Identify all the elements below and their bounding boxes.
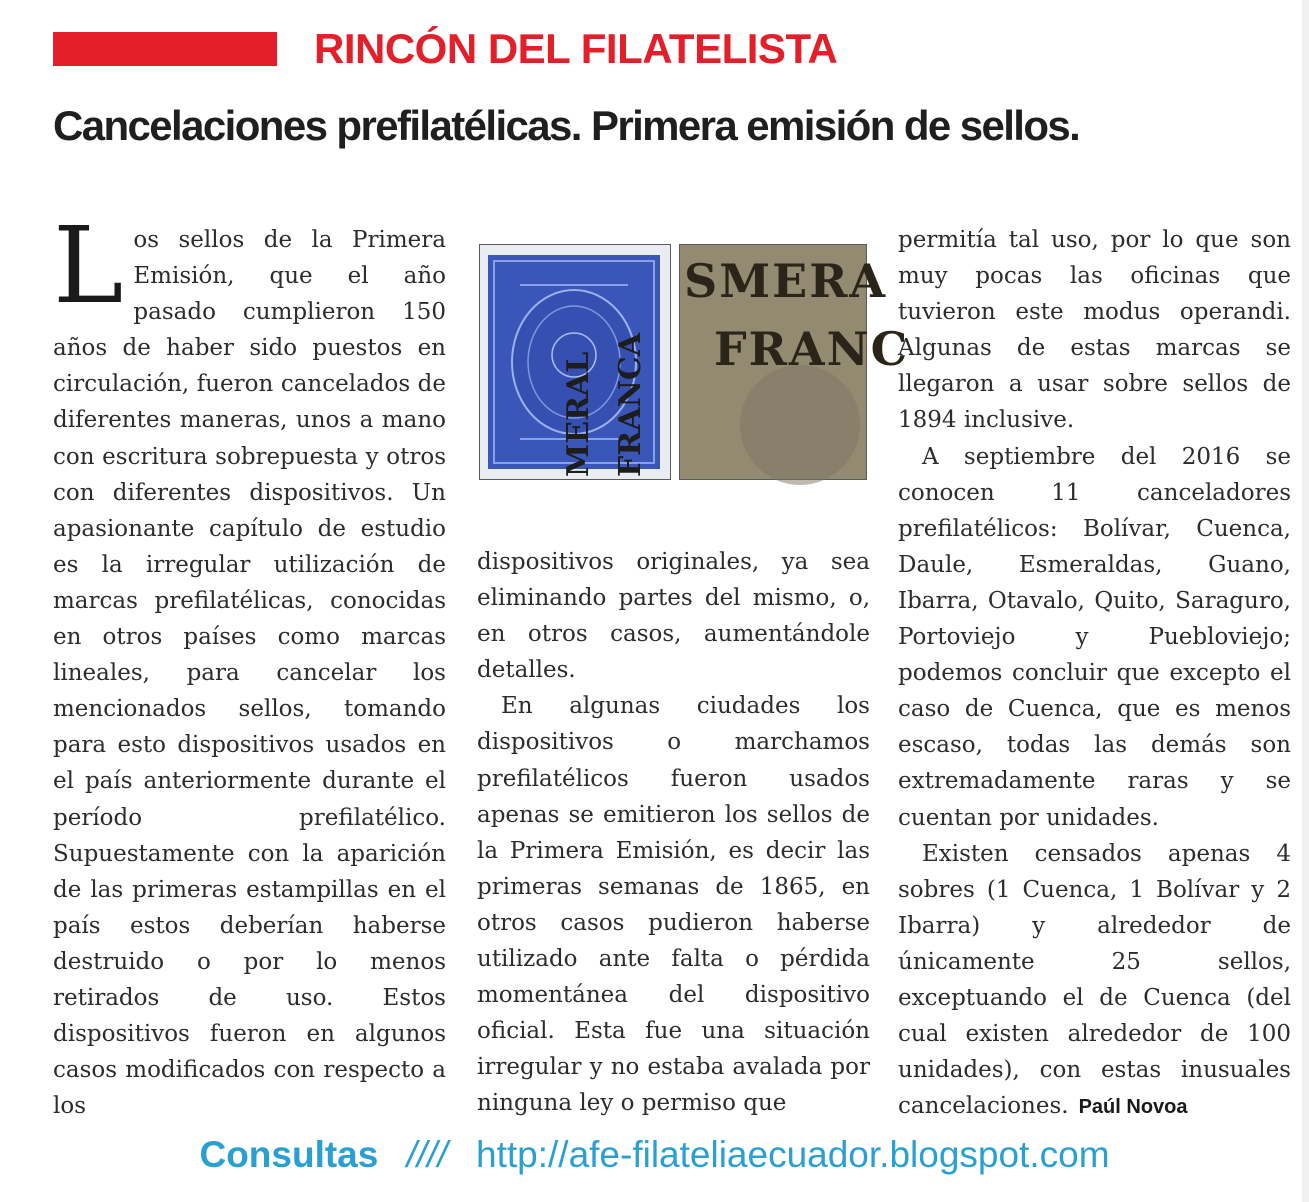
section-title: RINCÓN DEL FILATELISTA xyxy=(314,25,838,72)
column-3-paragraph-2: A septiembre del 2016 se conocen 11 canceladores prefilatélicos: Bolívar, Cuenca, Daule, Esmeraldas, Guano, Ibarra, Otavalo, Quito, Saraguro, Portoviejo y Puebloviejo; podemos concluir que excepto el caso de Cuenca, que es menos escaso, todas las demás son extremadamente raras y se cuentan por unidades. xyxy=(898,443,1291,831)
footer-separator: //// xyxy=(406,1134,448,1175)
detail-line-2: FRANC xyxy=(714,322,910,376)
footer-label: Consultas xyxy=(199,1134,379,1175)
section-accent-bar xyxy=(53,32,277,66)
article-column-3 xyxy=(898,222,1291,1125)
article-headline: Cancelaciones prefilatélicas. Primera emisión de sellos. xyxy=(53,102,1080,149)
footer-url-link[interactable]: http://afe-filateliaecuador.blogspot.com xyxy=(476,1134,1110,1175)
page-edge xyxy=(1302,0,1309,1202)
column-2-paragraph-1: dispositivos originales, ya sea eliminando partes del mismo, o, en otros casos, aumentándole detalles. xyxy=(477,549,870,684)
cancellation-detail-photo xyxy=(679,244,910,480)
column-3-paragraph-1: permitía tal uso, por lo que son muy pocas las oficinas que tuvieron este modus operandi. Algunas de estas marcas se llegaron a usar sobre sellos de 1894 inclusive. xyxy=(898,227,1291,434)
overprint-line-2: FRANCA xyxy=(613,332,648,477)
column-2-paragraph-2: En algunas ciudades los dispositivos o marchamos prefilatélicos fueron usados apenas se emitieron los sellos de la Primera Emisión, es decir las primeras semanas de 1865, en otros casos pudieron haberse utilizado ante falta o pérdida momentánea del dispositivo oficial. Esta fue una situación irregular y no estaba avalada por ninguna ley o permiso que xyxy=(477,693,870,1117)
overprint-line-1: MERAL xyxy=(561,351,596,477)
stamp-image xyxy=(480,245,670,479)
cancellation-detail-image xyxy=(680,245,910,479)
author-byline: Paúl Novoa xyxy=(1078,1096,1188,1119)
column-3-paragraph-3: Existen censados apenas 4 sobres (1 Cuenca, 1 Bolívar y 2 Ibarra) y alrededor de únicamente 25 sellos, exceptuando el de Cuenca (del cual existen alrededor de 100 unidades), con estas inusuales cancelaciones. xyxy=(898,840,1291,1120)
article-column-1 xyxy=(53,204,446,1124)
consultas-footer xyxy=(0,1134,1309,1176)
detail-line-1: SMERA xyxy=(684,254,888,308)
drop-cap: L xyxy=(53,204,124,327)
column-1-text: os sellos de la Primera Emisión, que el año pasado cumplieron 150 años de haber sido puestos en circulación, fueron cancelados de diferentes maneras, unos a mano con escritura sobrepuesta y otros con diferentes dispositivos. Un apasionante capítulo de estudio es la irregular utilización de marcas prefilatélicas, conocidas en otros países como marcas lineales, para cancelar los mencionados sellos, tomando para esto dispositivos usados en el país anteriormente durante el período prefilatélico. Supuestamente con la aparición de las primeras estampillas en el país estos deberían haberse destruido o por lo menos retirados de uso. Estos dispositivos fueron en algunos casos modificados con respecto a los xyxy=(53,227,446,1120)
stamp-photo xyxy=(479,244,671,480)
article-column-2 xyxy=(477,544,870,1122)
